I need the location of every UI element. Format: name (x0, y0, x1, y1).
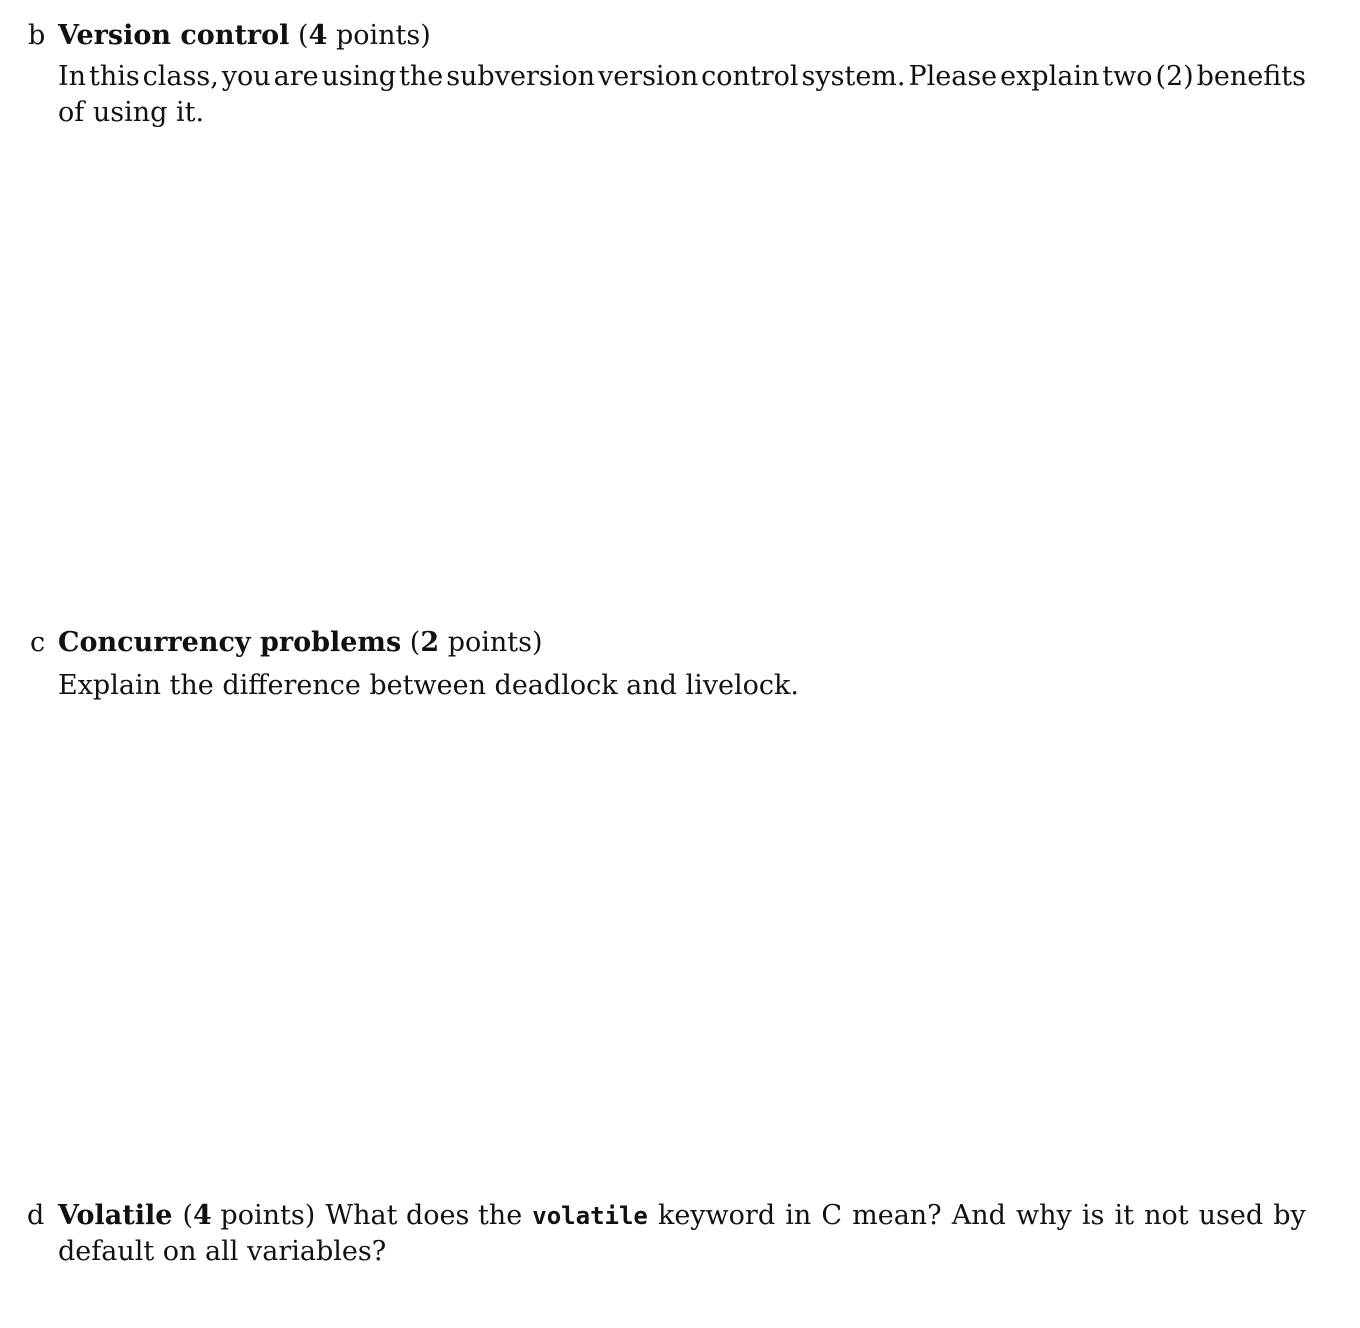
answer-space-b[interactable] (58, 140, 1306, 610)
points-open: ( (182, 1200, 194, 1231)
body-word: explain (1000, 61, 1100, 92)
question-body-line-1: Explain the difference between deadlock and livelock. (58, 670, 799, 701)
question-heading (58, 625, 543, 661)
points-close: points) (211, 1200, 316, 1231)
question-title: Concurrency problems (58, 627, 402, 658)
body-word: class, (142, 61, 219, 92)
question-body-line-2: default on all variables? (58, 1236, 387, 1267)
body-word: two (1102, 61, 1153, 92)
body-word: keyword (657, 1200, 776, 1231)
body-word: it (1114, 1200, 1134, 1231)
question-heading (58, 1198, 1306, 1234)
answer-space-c[interactable] (58, 715, 1306, 1185)
body-word: are (273, 61, 319, 92)
body-word: you (221, 61, 271, 92)
body-word: version (597, 61, 699, 92)
body-word: used (1198, 1200, 1264, 1231)
body-word: subversion (446, 61, 595, 92)
question-body-line-1 (58, 59, 1306, 95)
points-close: points) (439, 627, 543, 658)
points-value: 4 (193, 1200, 212, 1231)
body-text: What does the (325, 1200, 523, 1231)
points-value: 2 (420, 627, 440, 658)
question-label: b (28, 20, 46, 51)
points-close: points) (327, 20, 431, 51)
body-word: is (1081, 1200, 1105, 1231)
body-word: this (89, 61, 140, 92)
question-title: Volatile (58, 1200, 173, 1231)
points-open: ( (409, 627, 421, 658)
body-word: in (785, 1200, 812, 1231)
question-body-line-2: of using it. (58, 97, 205, 128)
points (183, 1198, 316, 1234)
body-word: mean? (852, 1200, 942, 1231)
body-word: the (399, 61, 444, 92)
body-word: control (701, 61, 799, 92)
code-keyword: volatile (532, 1202, 648, 1230)
question-label: d (27, 1200, 45, 1231)
body-word: Please (908, 61, 998, 92)
question-title: Version control (58, 20, 290, 51)
body-word: (2) (1155, 61, 1194, 92)
body-word: not (1144, 1200, 1189, 1231)
points-open: ( (298, 20, 309, 51)
body-word: by (1273, 1200, 1306, 1231)
body-word: In (58, 61, 87, 92)
body-word: why (1016, 1200, 1072, 1231)
question-heading (58, 18, 431, 54)
question-label: c (30, 627, 46, 658)
body-word: C (821, 1200, 843, 1231)
body-word: using (321, 61, 397, 92)
body-word: And (951, 1200, 1006, 1231)
body-word: system. (801, 61, 906, 92)
points-value: 4 (308, 20, 328, 51)
body-word: benefits (1196, 61, 1306, 92)
